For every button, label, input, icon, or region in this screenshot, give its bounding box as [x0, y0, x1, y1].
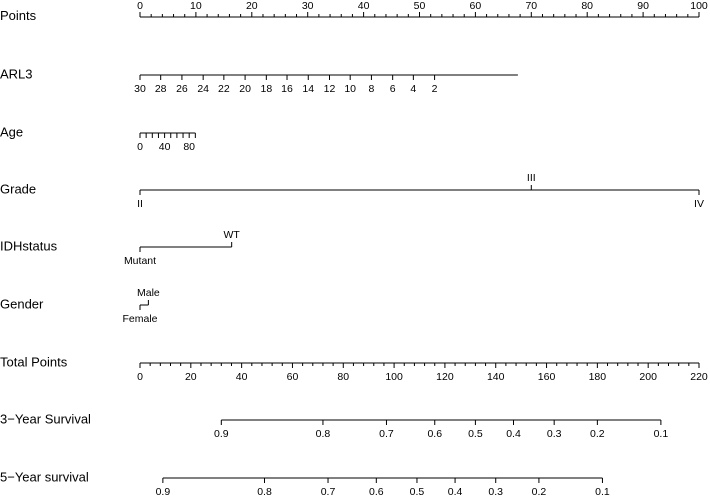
tick-label-points: 80 [581, 0, 594, 12]
level-label-grade: III [526, 172, 536, 184]
level-label-grade: II [137, 198, 143, 210]
tick-label-5-year-survival: 0.9 [155, 486, 171, 497]
tick-label-3-year-survival: 0.8 [315, 428, 331, 440]
tick-label-5-year-survival: 0.8 [257, 486, 272, 497]
row-label-5-year-survival: 5−Year survival [0, 469, 89, 485]
tick-label-age: 80 [183, 141, 196, 153]
tick-label-arl3: 18 [260, 83, 273, 95]
tick-label-points: 90 [637, 0, 649, 12]
tick-label-total-points: 160 [537, 371, 556, 383]
tick-label-3-year-survival: 0.3 [546, 428, 562, 440]
tick-label-arl3: 10 [344, 83, 357, 95]
tick-label-total-points: 200 [639, 371, 657, 383]
row-label-age: Age [0, 124, 24, 140]
tick-label-arl3: 16 [281, 83, 293, 95]
tick-label-arl3: 24 [197, 83, 210, 95]
tick-label-arl3: 12 [323, 83, 336, 95]
level-label-idhstatus: WT [223, 229, 240, 241]
tick-label-3-year-survival: 0.2 [590, 428, 605, 440]
tick-label-points: 10 [190, 0, 202, 12]
tick-label-5-year-survival: 0.7 [320, 486, 336, 497]
tick-label-total-points: 220 [690, 371, 708, 383]
tick-label-points: 0 [137, 0, 143, 12]
tick-label-arl3: 30 [134, 83, 146, 95]
tick-label-arl3: 8 [368, 83, 375, 95]
level-label-idhstatus: Mutant [123, 255, 157, 267]
tick-label-arl3: 22 [218, 83, 230, 95]
tick-label-3-year-survival: 0.7 [379, 428, 394, 440]
row-label-points: Points [0, 8, 37, 23]
tick-label-total-points: 80 [337, 371, 350, 383]
row-label-idhstatus: IDHstatus [0, 238, 58, 254]
tick-label-5-year-survival: 0.2 [531, 486, 547, 497]
tick-label-3-year-survival: 0.4 [506, 428, 521, 440]
tick-label-5-year-survival: 0.5 [409, 486, 425, 497]
tick-label-points: 70 [525, 0, 538, 12]
tick-label-arl3: 6 [389, 83, 396, 95]
row-label-grade: Grade [0, 181, 37, 197]
tick-label-3-year-survival: 0.5 [468, 428, 483, 440]
tick-label-total-points: 20 [184, 371, 197, 383]
row-label-arl3: ARL3 [0, 66, 33, 82]
tick-label-age: 40 [158, 141, 171, 153]
tick-label-5-year-survival: 0.3 [488, 486, 504, 497]
tick-label-total-points: 120 [436, 371, 454, 383]
tick-label-arl3: 20 [239, 83, 251, 95]
tick-label-total-points: 140 [486, 371, 505, 383]
level-label-grade: IV [694, 198, 704, 210]
tick-label-arl3: 26 [176, 83, 188, 95]
tick-label-points: 20 [245, 0, 258, 12]
tick-label-points: 30 [301, 0, 314, 12]
row-label-gender: Gender [0, 296, 44, 312]
tick-label-3-year-survival: 0.9 [214, 428, 229, 440]
tick-label-points: 60 [469, 0, 482, 12]
tick-label-points: 40 [357, 0, 370, 12]
tick-label-total-points: 0 [137, 371, 143, 383]
row-label-3-year-survival: 3−Year Survival [0, 411, 91, 427]
row-label-total-points: Total Points [0, 354, 68, 370]
tick-label-points: 100 [690, 0, 708, 12]
tick-label-arl3: 14 [302, 83, 315, 95]
tick-label-arl3: 28 [154, 83, 167, 95]
tick-label-total-points: 100 [385, 371, 403, 383]
tick-label-5-year-survival: 0.6 [368, 486, 384, 497]
level-label-gender: Male [137, 287, 160, 299]
tick-label-5-year-survival: 0.4 [447, 486, 463, 497]
tick-label-3-year-survival: 0.6 [427, 428, 443, 440]
tick-label-points: 50 [413, 0, 426, 12]
tick-label-5-year-survival: 0.1 [595, 486, 610, 497]
level-label-gender: Female [122, 313, 158, 325]
tick-label-3-year-survival: 0.1 [653, 428, 669, 440]
tick-label-arl3: 4 [410, 83, 417, 95]
tick-label-total-points: 40 [235, 371, 248, 383]
tick-label-age: 0 [137, 141, 143, 153]
tick-label-total-points: 60 [286, 371, 299, 383]
tick-label-total-points: 180 [588, 371, 607, 383]
tick-label-arl3: 2 [431, 83, 438, 95]
